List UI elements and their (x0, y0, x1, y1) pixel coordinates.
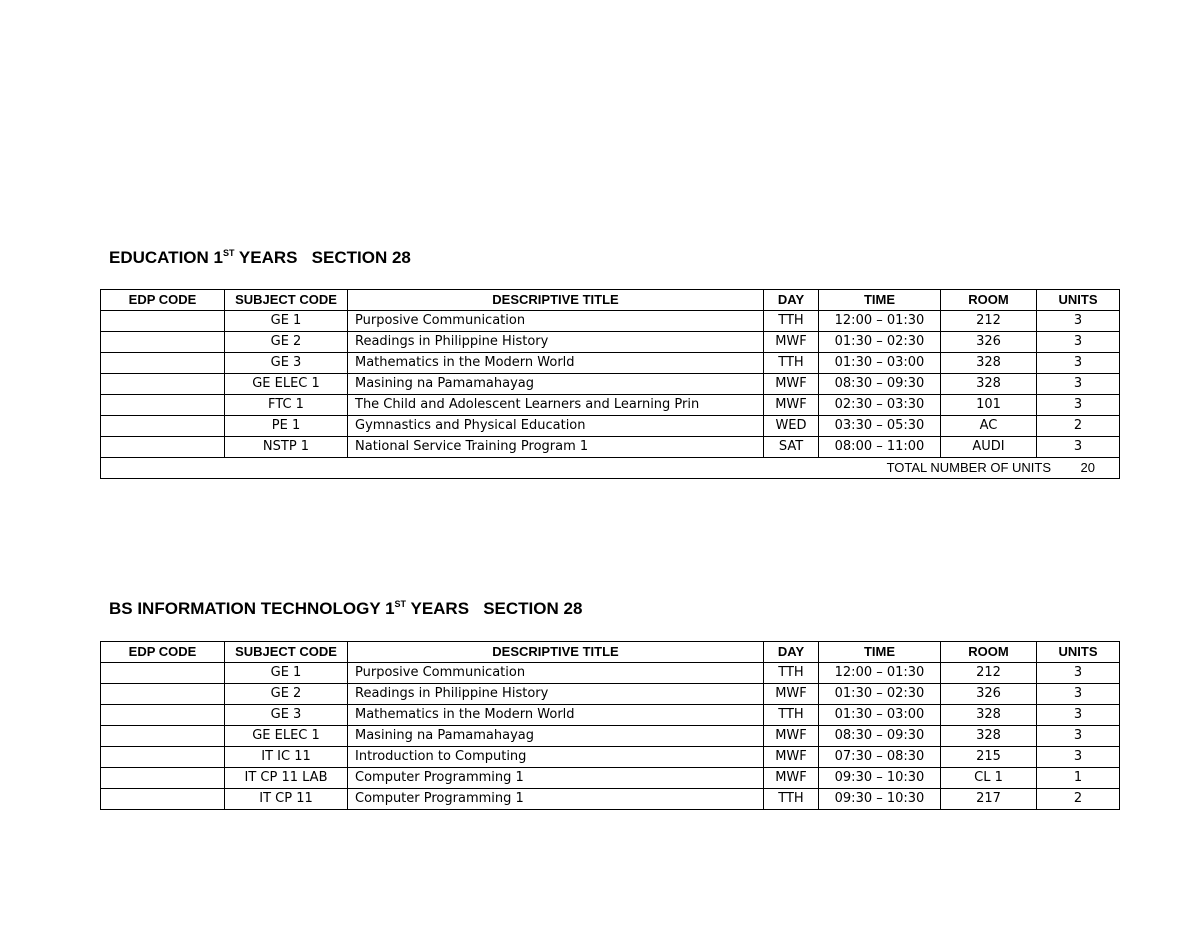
header-edp-code: EDP CODE (101, 642, 225, 663)
cell-descriptive-title: Computer Programming 1 (348, 768, 764, 789)
table-row (101, 705, 1120, 726)
cell-descriptive-title: Purposive Communication (348, 311, 764, 332)
section-title-superscript: ST (394, 599, 407, 609)
cell-descriptive-title: Gymnastics and Physical Education (348, 416, 764, 437)
cell-subject-code: PE 1 (225, 416, 348, 437)
cell-descriptive-title: National Service Training Program 1 (348, 437, 764, 458)
cell-time: 08:00 – 11:00 (819, 437, 941, 458)
cell-subject-code: GE 2 (225, 684, 348, 705)
cell-units: 3 (1037, 332, 1120, 353)
cell-time: 08:30 – 09:30 (819, 374, 941, 395)
cell-room: CL 1 (941, 768, 1037, 789)
header-time: TIME (819, 642, 941, 663)
section-title-bsit (109, 599, 582, 619)
cell-subject-code: GE ELEC 1 (225, 374, 348, 395)
cell-time: 03:30 – 05:30 (819, 416, 941, 437)
cell-day: TTH (764, 353, 819, 374)
cell-descriptive-title: Masining na Pamamahayag (348, 374, 764, 395)
cell-units: 3 (1037, 437, 1120, 458)
cell-time: 01:30 – 03:00 (819, 353, 941, 374)
header-edp-code: EDP CODE (101, 290, 225, 311)
section-title-suffix: YEARS SECTION 28 (406, 599, 583, 618)
cell-subject-code: FTC 1 (225, 395, 348, 416)
section-title-education (109, 248, 411, 268)
cell-descriptive-title: Readings in Philippine History (348, 332, 764, 353)
cell-day: MWF (764, 332, 819, 353)
cell-units: 2 (1037, 789, 1120, 810)
cell-day: MWF (764, 684, 819, 705)
section-title-superscript: ST (222, 248, 235, 258)
cell-edp-code (101, 684, 225, 705)
cell-subject-code: GE 1 (225, 311, 348, 332)
cell-edp-code (101, 789, 225, 810)
table-row (101, 311, 1120, 332)
header-subject-code: SUBJECT CODE (225, 290, 348, 311)
header-descriptive-title: DESCRIPTIVE TITLE (348, 290, 764, 311)
cell-room: 217 (941, 789, 1037, 810)
table-row (101, 395, 1120, 416)
total-units-cell (101, 458, 1120, 479)
cell-edp-code (101, 705, 225, 726)
cell-edp-code (101, 747, 225, 768)
header-day: DAY (764, 290, 819, 311)
header-units: UNITS (1037, 290, 1120, 311)
total-units-value: 20 (1080, 460, 1095, 475)
table-row (101, 374, 1120, 395)
table-row (101, 768, 1120, 789)
cell-descriptive-title: Mathematics in the Modern World (348, 353, 764, 374)
section-title-prefix: EDUCATION 1 (109, 248, 223, 267)
cell-descriptive-title: Purposive Communication (348, 663, 764, 684)
cell-time: 02:30 – 03:30 (819, 395, 941, 416)
cell-descriptive-title: The Child and Adolescent Learners and Learning Prin (348, 395, 764, 416)
cell-room: AUDI (941, 437, 1037, 458)
cell-day: MWF (764, 726, 819, 747)
cell-day: MWF (764, 768, 819, 789)
cell-room: 328 (941, 726, 1037, 747)
section-title-prefix: BS INFORMATION TECHNOLOGY 1 (109, 599, 395, 618)
table-header-row (101, 642, 1120, 663)
table-row (101, 663, 1120, 684)
cell-subject-code: NSTP 1 (225, 437, 348, 458)
cell-units: 3 (1037, 705, 1120, 726)
cell-room: 212 (941, 311, 1037, 332)
cell-descriptive-title: Readings in Philippine History (348, 684, 764, 705)
cell-descriptive-title: Computer Programming 1 (348, 789, 764, 810)
cell-units: 3 (1037, 663, 1120, 684)
cell-room: 326 (941, 684, 1037, 705)
header-room: ROOM (941, 642, 1037, 663)
cell-time: 01:30 – 02:30 (819, 332, 941, 353)
cell-room: 328 (941, 705, 1037, 726)
header-units: UNITS (1037, 642, 1120, 663)
header-time: TIME (819, 290, 941, 311)
cell-units: 3 (1037, 353, 1120, 374)
table-row (101, 789, 1120, 810)
cell-units: 3 (1037, 747, 1120, 768)
header-descriptive-title: DESCRIPTIVE TITLE (348, 642, 764, 663)
cell-units: 3 (1037, 311, 1120, 332)
cell-room: 328 (941, 374, 1037, 395)
cell-subject-code: GE ELEC 1 (225, 726, 348, 747)
cell-room: 101 (941, 395, 1037, 416)
cell-edp-code (101, 311, 225, 332)
table-header-row (101, 290, 1120, 311)
cell-edp-code (101, 374, 225, 395)
cell-units: 3 (1037, 684, 1120, 705)
cell-day: MWF (764, 374, 819, 395)
cell-subject-code: IT IC 11 (225, 747, 348, 768)
cell-edp-code (101, 395, 225, 416)
cell-descriptive-title: Masining na Pamamahayag (348, 726, 764, 747)
cell-room: 326 (941, 332, 1037, 353)
cell-units: 2 (1037, 416, 1120, 437)
table-row (101, 747, 1120, 768)
section-title-suffix: YEARS SECTION 28 (234, 248, 411, 267)
cell-day: TTH (764, 705, 819, 726)
cell-day: TTH (764, 311, 819, 332)
cell-time: 09:30 – 10:30 (819, 768, 941, 789)
cell-edp-code (101, 416, 225, 437)
total-units-row (101, 458, 1120, 479)
table-row (101, 726, 1120, 747)
cell-units: 3 (1037, 374, 1120, 395)
cell-time: 08:30 – 09:30 (819, 726, 941, 747)
cell-day: TTH (764, 663, 819, 684)
cell-room: 212 (941, 663, 1037, 684)
cell-descriptive-title: Introduction to Computing (348, 747, 764, 768)
total-units-label: TOTAL NUMBER OF UNITS (886, 460, 1051, 475)
table-row (101, 437, 1120, 458)
cell-subject-code: GE 3 (225, 353, 348, 374)
cell-day: TTH (764, 789, 819, 810)
header-room: ROOM (941, 290, 1037, 311)
cell-subject-code: GE 3 (225, 705, 348, 726)
table-row (101, 332, 1120, 353)
cell-day: WED (764, 416, 819, 437)
cell-room: 215 (941, 747, 1037, 768)
cell-day: MWF (764, 747, 819, 768)
cell-edp-code (101, 353, 225, 374)
cell-edp-code (101, 437, 225, 458)
cell-descriptive-title: Mathematics in the Modern World (348, 705, 764, 726)
cell-edp-code (101, 768, 225, 789)
cell-time: 07:30 – 08:30 (819, 747, 941, 768)
cell-room: AC (941, 416, 1037, 437)
header-day: DAY (764, 642, 819, 663)
cell-subject-code: IT CP 11 (225, 789, 348, 810)
cell-edp-code (101, 332, 225, 353)
cell-room: 328 (941, 353, 1037, 374)
table-row (101, 684, 1120, 705)
cell-units: 3 (1037, 395, 1120, 416)
cell-day: SAT (764, 437, 819, 458)
schedule-table-education (100, 289, 1120, 479)
cell-day: MWF (764, 395, 819, 416)
cell-subject-code: IT CP 11 LAB (225, 768, 348, 789)
cell-edp-code (101, 726, 225, 747)
table-row (101, 416, 1120, 437)
table-row (101, 353, 1120, 374)
header-subject-code: SUBJECT CODE (225, 642, 348, 663)
cell-time: 09:30 – 10:30 (819, 789, 941, 810)
schedule-table-bsit (100, 641, 1120, 810)
cell-time: 01:30 – 03:00 (819, 705, 941, 726)
cell-units: 3 (1037, 726, 1120, 747)
cell-subject-code: GE 1 (225, 663, 348, 684)
cell-time: 12:00 – 01:30 (819, 663, 941, 684)
cell-time: 01:30 – 02:30 (819, 684, 941, 705)
cell-time: 12:00 – 01:30 (819, 311, 941, 332)
cell-subject-code: GE 2 (225, 332, 348, 353)
cell-edp-code (101, 663, 225, 684)
cell-units: 1 (1037, 768, 1120, 789)
